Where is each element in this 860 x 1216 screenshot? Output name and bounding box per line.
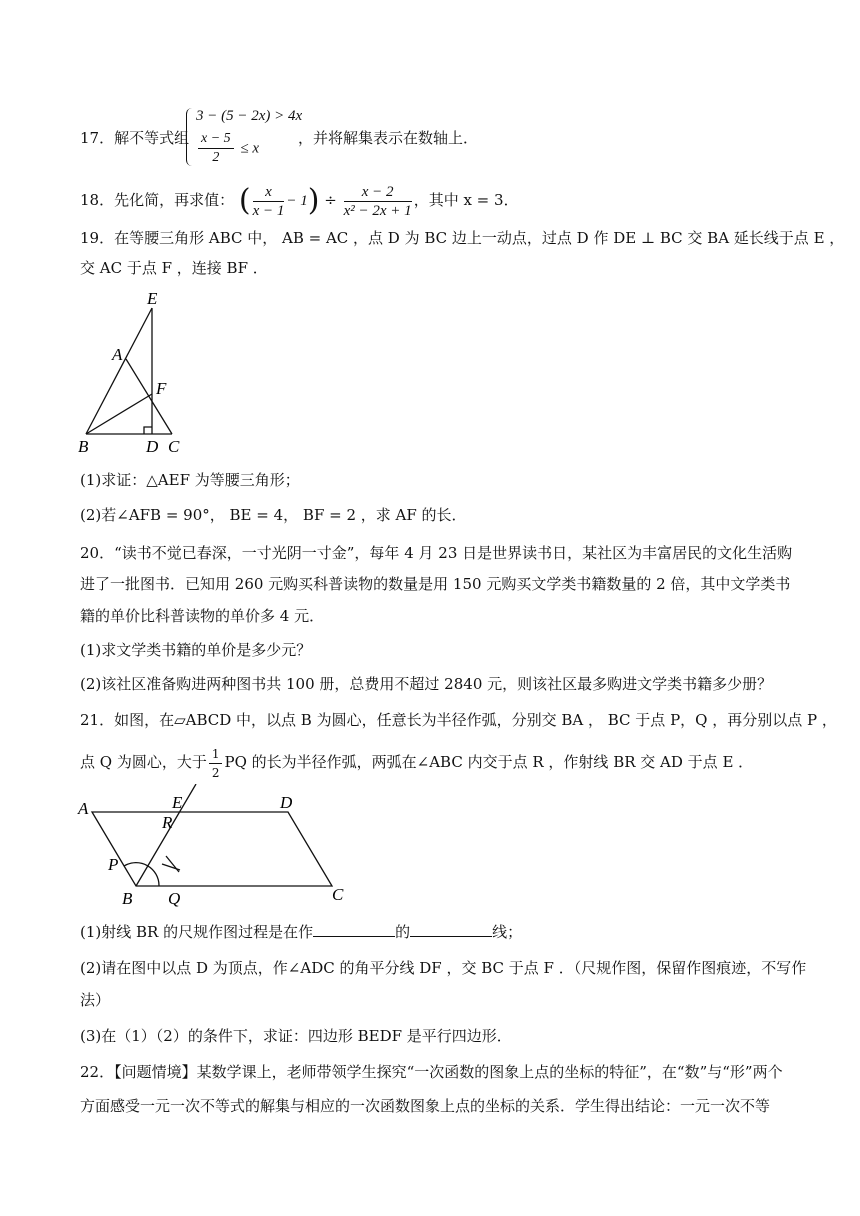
q19-line2: 交 AC 于点 F ，连接 BF ． [80, 259, 268, 277]
q21-line2: 点 Q 为圆心，大于 $\frac{1}{2}$ PQ 的长为半径作弧，两弧在∠ABC 内交于点 R ，作射线 BR 交 AD 于点 E ． [80, 746, 754, 780]
q21-line1: 21．如图，在▱ABCD 中，以点 B 为圆心，任意长为半径作弧，分别交 BA ， BC 于点 P，Q ，再分别以点 P ， [80, 711, 837, 729]
label-C: C [168, 437, 180, 456]
q17-inequality-1: 3 − (5 − 2x) > 4x [196, 108, 303, 124]
q17-tail: ，并将解集表示在数轴上． [298, 129, 479, 147]
q21-part1: (1)射线 BR 的尺规作图过程是在作 的 线； [80, 923, 523, 941]
label-A: A [112, 345, 123, 364]
q17-number: 17．解不等式组 [80, 129, 190, 147]
label-E: E [147, 289, 158, 308]
q19-part2: (2)若∠AFB = 90°， BE = 4， BF = 2 ，求 AF 的长． [80, 506, 467, 524]
q20-part2: (2)该社区准备购进两种图书共 100 册，总费用不超过 2840 元，则该社区最多购进文学类书籍多少册？ [80, 675, 773, 693]
q17-inequality-2: $\frac{x - 5}{2}$ ≤ x [196, 130, 259, 167]
q22-line1: 22．【问题情境】某数学课上，老师带领学生探究“一次函数的图象上点的坐标的特征”，在“数”与“形”两个 [80, 1063, 783, 1081]
label-D: D [280, 793, 293, 812]
q22-line2: 方面感受一元一次不等式的解集与相应的一次函数图象上点的坐标的关系．学生得出结论：一元一次不等 [80, 1097, 771, 1115]
label-E: E [172, 793, 183, 812]
q20-line3: 籍的单价比科普读物的单价多 4 元． [80, 607, 325, 625]
answer-blank-2[interactable] [410, 922, 492, 937]
label-P: P [108, 855, 119, 874]
q19-line1: 19．在等腰三角形 ABC 中， AB = AC ，点 D 为 BC 边上一动点，过点 D 作 DE ⊥ BC 交 BA 延长线于点 E ， [80, 229, 845, 247]
q21-parallelogram-figure [76, 784, 366, 924]
label-Q: Q [168, 889, 181, 908]
answer-blank-1[interactable] [313, 922, 395, 937]
q21-part2-line1: (2)请在图中以点 D 为顶点，作∠ADC 的角平分线 DF ，交 BC 于点 F ．（尺规作图，保留作图痕迹，不写作 [80, 959, 807, 977]
q21-part3: (3)在（1）（2）的条件下，求证：四边形 BEDF 是平行四边形． [80, 1027, 512, 1045]
label-D: D [146, 437, 159, 456]
q20-line2: 进了一批图书．已知用 260 元购买科普读物的数量是用 150 元购买文学类书籍数量的 2 倍，其中文学类书 [80, 575, 791, 593]
q19-triangle-figure [76, 286, 206, 456]
label-B: B [78, 437, 89, 456]
label-R: R [162, 813, 173, 832]
q18-line: 18．先化简，再求值： ( $\frac{x}{x - 1}$ − 1) ÷ $\frac{x - 2}{\text{x² − 2x + 1}}$ ，其中 x = 3． [80, 183, 519, 219]
q17-system-brace [186, 108, 193, 166]
label-A: A [78, 799, 89, 818]
label-B: B [122, 889, 133, 908]
label-C: C [332, 885, 344, 904]
label-F: F [156, 379, 167, 398]
q19-part1: (1)求证：△AEF 为等腰三角形； [80, 471, 300, 489]
q21-part2-line2: 法） [80, 991, 111, 1009]
q20-line1: 20．“读书不觉已春深，一寸光阴一寸金”，每年 4 月 23 日是世界读书日，某社区为丰富居民的文化生活购 [80, 544, 793, 562]
q20-part1: (1)求文学类书籍的单价是多少元？ [80, 641, 312, 659]
